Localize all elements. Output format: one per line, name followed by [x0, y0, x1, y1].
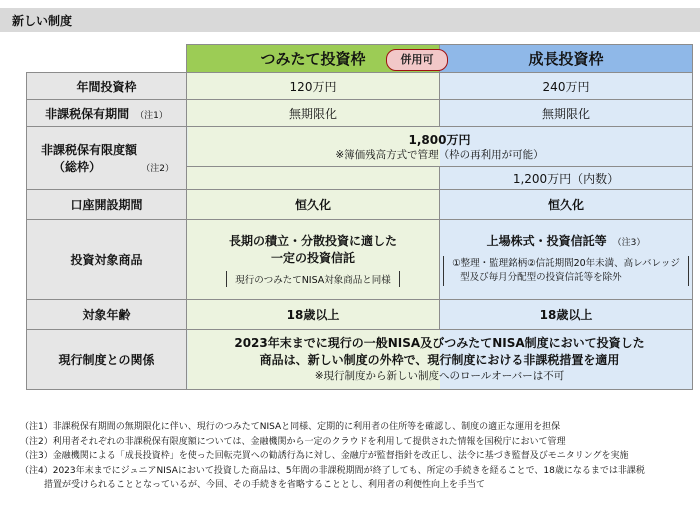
products-seichou — [440, 220, 693, 300]
footnote-3: （注3）金融機関による「成長投資枠」を使った回転売買への勧誘行為に対し、金融庁が監督指針を改正し、法令に基づき監督及びモニタリングを実施 — [20, 451, 629, 461]
period-tsumitate: 無期限化 — [187, 100, 440, 127]
row-label-age: 対象年齢 — [27, 300, 187, 330]
col-tsumitate-header: つみたて投資枠 — [187, 45, 440, 73]
row-label-products: 投資対象商品 — [27, 220, 187, 300]
footnote-1: （注1）非課税保有期間の無期限化に伴い、現行のつみたてNISAと同様、定期的に利用者の住所等を確認し、制度の適正な運用を担保 — [20, 422, 561, 432]
limit-label-line1: 非課税保有限度額 — [41, 143, 138, 157]
header-row — [27, 45, 693, 73]
products-tsumitate-line2: 一定の投資信託 — [270, 250, 355, 265]
relation-line2: 商品は、新しい制度の外枠で、現行制度における非課税措置を適用 — [259, 353, 620, 367]
period-note: （注1） — [135, 110, 168, 121]
col-seichou-header: 成長投資枠 — [440, 45, 693, 73]
page-title: 新しい制度 — [12, 14, 73, 28]
corner-cell — [27, 45, 187, 73]
products-seichou-line1: 上場株式・投資信託等 — [486, 234, 607, 248]
relation-cell — [187, 330, 693, 390]
products-seichou-heading — [440, 233, 692, 252]
limit-seichou: 1,200万円（内数） — [440, 167, 693, 190]
limit-label-line2: （総枠） — [53, 160, 102, 174]
row-label-annual: 年間投資枠 — [27, 73, 187, 100]
footnote-4-continued: 措置が受けられることとなっているが、今回、その手続きを省略することとし、利用者の利便性向上を手当て — [44, 480, 486, 490]
row-label-account: 口座開設期間 — [27, 190, 187, 220]
age-tsumitate: 18歳以上 — [187, 300, 440, 330]
row-products — [27, 220, 693, 300]
row-annual — [27, 73, 693, 100]
row-label-period — [27, 100, 187, 127]
limit-tsumitate-empty — [187, 167, 440, 190]
products-tsumitate — [187, 220, 440, 300]
footnote-2: （注2）利用者それぞれの非課税保有限度額については、金融機関から一定のクラウドを利用して提供された情報を国税庁において管理 — [20, 436, 566, 447]
footnotes — [20, 420, 690, 493]
relation-line1: 2023年末までに現行の一般NISA及びつみたてNISA制度において投資した — [234, 336, 645, 350]
row-label-relation: 現行制度との関係 — [27, 330, 187, 390]
heiyou-badge: 併用可 — [386, 49, 448, 71]
age-seichou: 18歳以上 — [440, 300, 693, 330]
products-seichou-bracket-line2: 型及び毎月分配型の投資信託等を除外 — [460, 272, 622, 283]
annual-seichou: 240万円 — [440, 73, 693, 100]
row-relation — [27, 330, 693, 390]
account-seichou: 恒久化 — [440, 190, 693, 220]
row-limit-top — [27, 127, 693, 167]
limit-total: 1,800万円 — [408, 132, 471, 147]
account-tsumitate: 恒久化 — [187, 190, 440, 220]
products-tsumitate-line1: 長期の積立・分散投資に適した — [228, 233, 397, 248]
header-bar — [0, 8, 700, 32]
limit-total-note: ※簿価残高方式で管理（枠の再利用が可能） — [335, 148, 544, 161]
products-tsumitate-bracket: 現行のつみたてNISA対象商品と同様 — [226, 271, 400, 287]
nisa-table — [26, 44, 693, 390]
limit-note: （注2） — [141, 164, 174, 174]
row-account — [27, 190, 693, 220]
row-age — [27, 300, 693, 330]
products-seichou-bracket — [443, 256, 689, 286]
period-seichou: 無期限化 — [440, 100, 693, 127]
relation-line3: ※現行制度から新しい制度へのロールオーバーは不可 — [314, 370, 565, 382]
footnote-4: （注4）2023年末までにジュニアNISAにおいて投資した商品は、5年間の非課税期間が終了しても、所定の手続きを経ることで、18歳になるまでは非課税 — [20, 465, 645, 476]
period-label-text: 非課税保有期間 — [45, 106, 130, 121]
products-seichou-bracket-line1: ①整理・監理銘柄②信託期間20年未満、高レバレッジ — [452, 258, 680, 269]
annual-tsumitate: 120万円 — [187, 73, 440, 100]
row-period — [27, 100, 693, 127]
limit-total-cell — [187, 127, 693, 167]
products-seichou-note: （注3） — [612, 238, 646, 248]
row-label-limit — [27, 127, 187, 190]
